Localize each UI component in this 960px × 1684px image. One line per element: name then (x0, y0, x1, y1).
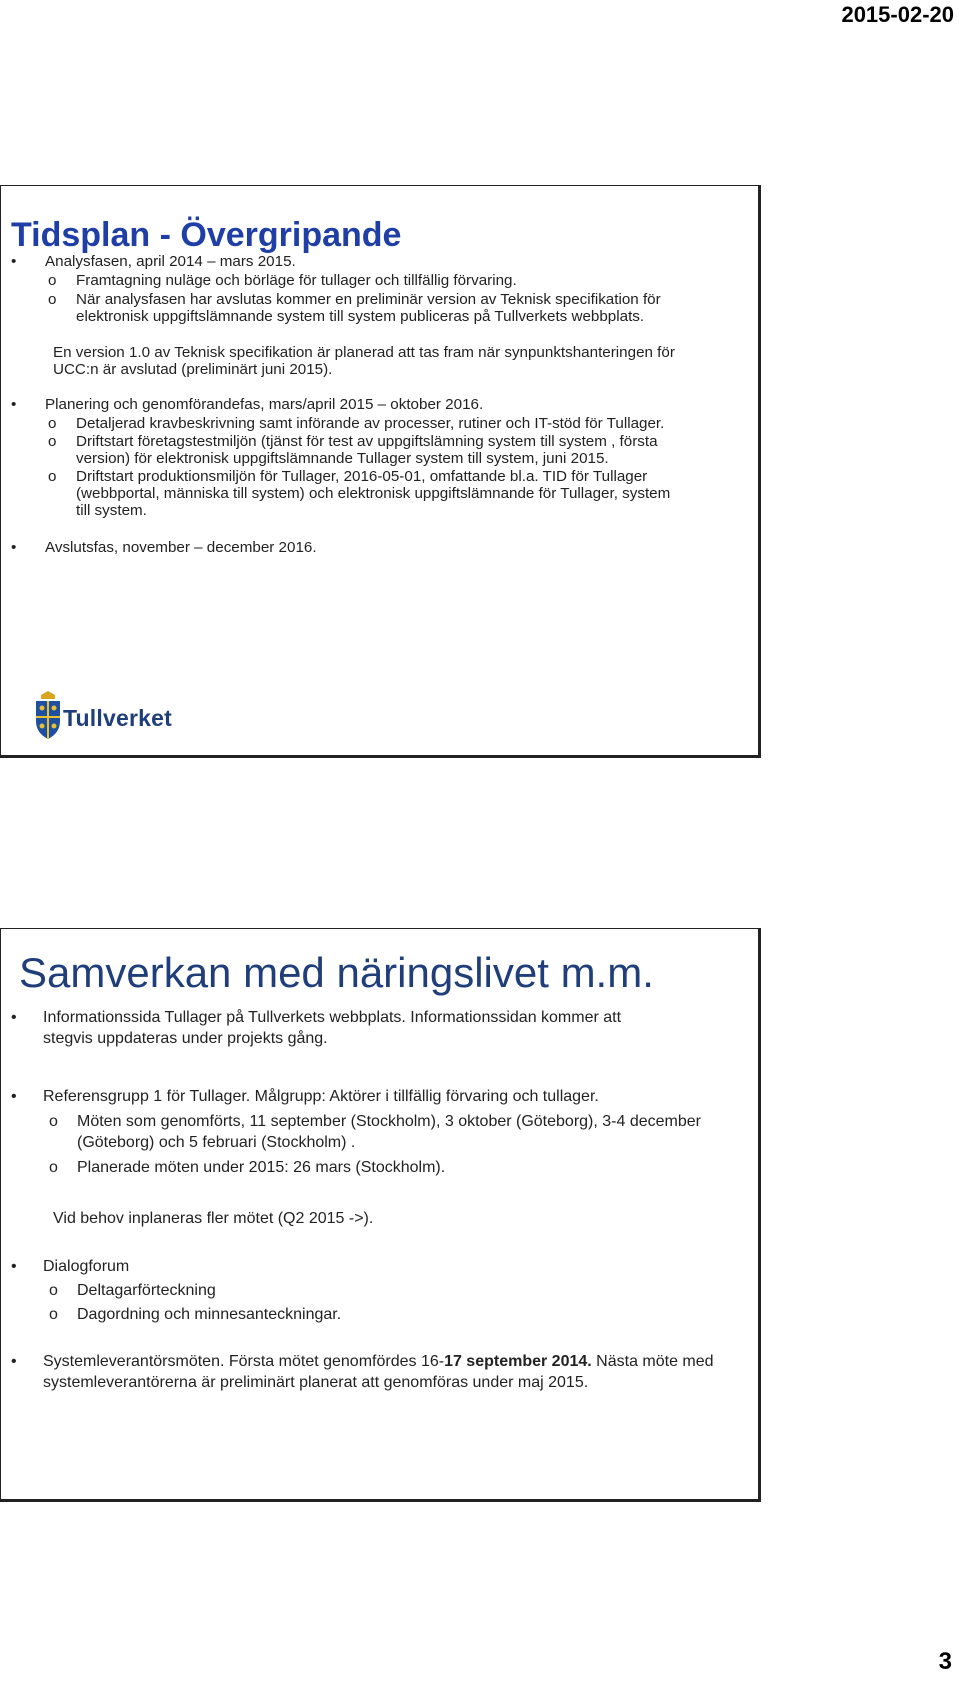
bullet-marker: • (11, 1353, 17, 1370)
bullet-analysfasen: Analysfasen, april 2014 – mars 2015. (45, 253, 296, 270)
logo-wordmark: Tullverket (63, 705, 172, 731)
bullet-marker: • (11, 253, 17, 270)
bullet-systemleverantor-line2: systemleverantörerna är preliminärt planerat att genomföras under maj 2015. (43, 1374, 589, 1391)
bullet-marker: • (11, 396, 17, 413)
bullet-avslutsfas: Avslutsfas, november – december 2016. (45, 539, 317, 556)
text-segment: Systemleverantörsmöten. Första mötet genomfördes 16- (43, 1353, 445, 1370)
slide-title: Samverkan med näringslivet m.m. (19, 949, 654, 996)
tullverket-logo (33, 691, 193, 745)
sub-driftstart-test-line1: Driftstart företagstestmiljön (tjänst för test av uppgiftslämning system till system , första (76, 433, 658, 450)
bullet-marker: • (11, 1009, 17, 1026)
sub-marker: o (49, 1113, 58, 1130)
bullet-informationssida-line2: stegvis uppdateras under projekts gång. (43, 1030, 328, 1047)
document-date: 2015-02-20 (841, 2, 954, 27)
sub-marker: o (49, 1282, 58, 1299)
para-vid-behov: Vid behov inplaneras fler mötet (Q2 2015 ->). (53, 1210, 374, 1227)
sub-driftstart-prod-line1: Driftstart produktionsmiljön för Tullager, 2016-05-01, omfattande bl.a. TID för Tullager (76, 468, 648, 485)
bullet-marker: • (11, 1088, 17, 1105)
sub-moten-line2: (Göteborg) och 5 februari (Stockholm) . (77, 1134, 356, 1151)
sub-marker: o (48, 291, 57, 308)
bullet-dialogforum: Dialogforum (43, 1258, 130, 1275)
sub-framtagning: Framtagning nuläge och börläge för tullager och tillfällig förvaring. (76, 272, 517, 289)
page-number: 3 (938, 1648, 952, 1675)
sub-marker: o (48, 468, 57, 485)
bullet-referensgrupp: Referensgrupp 1 för Tullager. Målgrupp: Aktörer i tillfällig förvaring och tullager. (43, 1088, 599, 1105)
sub-marker: o (48, 433, 57, 450)
sub-marker: o (48, 272, 57, 289)
sub-marker: o (49, 1159, 58, 1176)
sub-marker: o (48, 415, 57, 432)
slide-samverkan (0, 928, 761, 1502)
slide-title: Tidsplan - Övergripande (11, 216, 402, 254)
sub-detaljerad: Detaljerad kravbeskrivning samt införande av processer, rutiner och IT-stöd för Tullager. (76, 415, 665, 432)
sub-driftstart-prod-line2: (webbportal, människa till system) och elektronisk uppgiftslämnande för Tullager, system (76, 485, 671, 502)
bullet-marker: • (11, 1258, 17, 1275)
bullet-planering: Planering och genomförandefas, mars/april 2015 – oktober 2016. (45, 396, 484, 413)
sub-analysfasen-line2: elektronisk uppgiftslämnande system till system publiceras på Tullverkets webbplats. (76, 308, 645, 325)
bold-date: 17 september 2014. (444, 1353, 592, 1370)
para-version-line2: UCC:n är avslutad (preliminärt juni 2015). (53, 361, 333, 378)
sub-moten-line1: Möten som genomförts, 11 september (Stockholm), 3 oktober (Göteborg), 3-4 december (77, 1113, 701, 1130)
para-version-line1: En version 1.0 av Teknisk specifikation är planerad att tas fram när synpunktshanteringen för (53, 344, 675, 361)
sub-deltagarforteckning: Deltagarförteckning (77, 1282, 216, 1299)
sub-driftstart-prod-line3: till system. (76, 502, 147, 519)
bullet-informationssida-line1: Informationssida Tullager på Tullverkets webbplats. Informationssidan kommer att (43, 1009, 622, 1026)
bullet-systemleverantor-line1 (43, 1353, 714, 1371)
sub-driftstart-test-line2: version) för elektronisk uppgiftslämnande Tullager system till system, juni 2015. (76, 450, 609, 467)
sub-analysfasen-line1: När analysfasen har avslutas kommer en preliminär version av Teknisk specifikation för (76, 291, 661, 308)
text-segment: Nästa möte med (591, 1353, 714, 1370)
sub-planerade: Planerade möten under 2015: 26 mars (Stockholm). (77, 1159, 446, 1176)
coat-of-arms-icon (33, 691, 63, 741)
sub-marker: o (49, 1306, 58, 1323)
bullet-marker: • (11, 539, 17, 556)
sub-dagordning: Dagordning och minnesanteckningar. (77, 1306, 342, 1323)
slide-tidsplan (0, 185, 761, 758)
